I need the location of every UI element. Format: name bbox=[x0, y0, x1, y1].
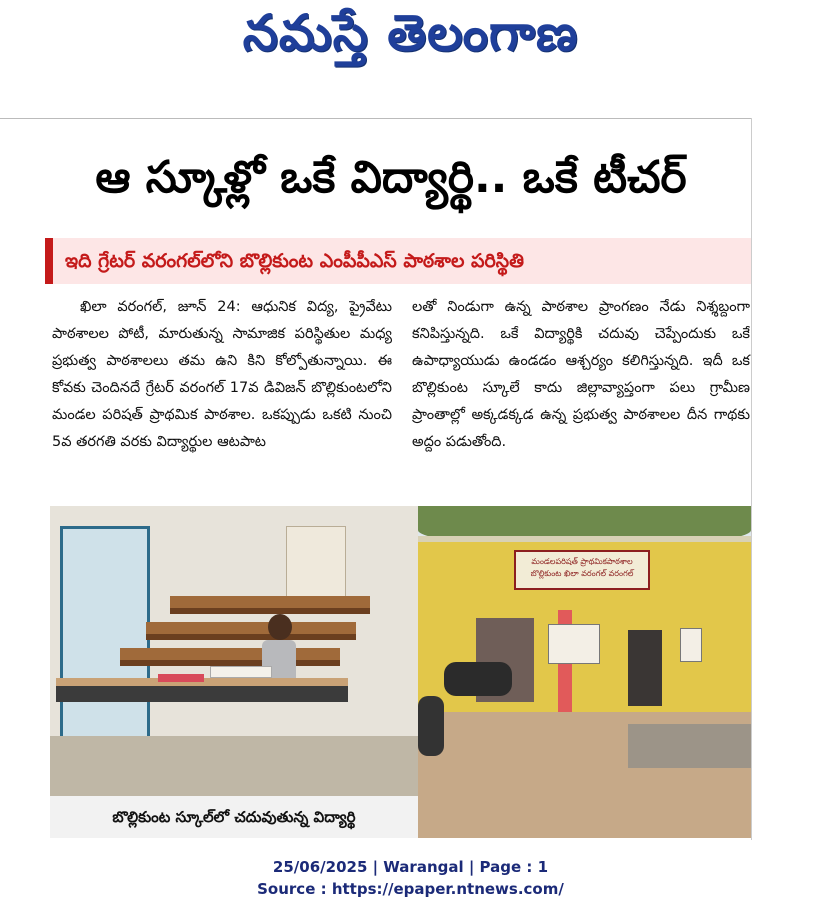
signboard-subtitle: బొల్లికుంట ఖిలా వరంగల్ వరంగల్ bbox=[530, 569, 634, 578]
bench bbox=[120, 648, 340, 666]
clip-divider bbox=[0, 118, 752, 119]
student-head bbox=[268, 614, 292, 640]
classroom-photo bbox=[50, 506, 418, 838]
motorcycle bbox=[418, 696, 444, 756]
masthead bbox=[0, 0, 821, 80]
clip-edge bbox=[751, 118, 752, 840]
photo-caption-box bbox=[50, 796, 418, 838]
article-subhead: ఇది గ్రేటర్ వరంగల్‌లోని బొల్లికుంట ఎంపీపీఎస్ పాఠశాల పరిస్థితి bbox=[65, 250, 525, 272]
steps bbox=[628, 724, 751, 768]
doorway bbox=[628, 630, 662, 706]
article-column-left bbox=[52, 294, 392, 456]
roofline bbox=[418, 536, 751, 542]
article-headline: ఆ స్కూళ్లో ఒకే విద్యార్థి.. ఒకే టీచర్ bbox=[95, 152, 687, 203]
bench bbox=[146, 622, 356, 640]
article-column-right bbox=[412, 294, 750, 456]
page-footer bbox=[0, 856, 821, 900]
article-body-right: లతో నిండుగా ఉన్న పాఠశాల ప్రాంగణం నేడు నిశ్శబ్దంగా కనిపిస్తున్నది. ఒకే విద్యార్థికి చదువు చెప్పేందుకు ఒకే ఉపాధ్యాయుడు ఉండడం ఆశ్చర్యం కలిగిస్తున్నది. ఇదీ ఒక బొల్లికుంట స్కూలే కాదు జిల్లావ్యాప్తంగా పలు గ్రామీణ ప్రాంతాల్లో అక్కడక్కడ ఉన్న ప్రభుత్వ పాఠశాలల దీన గాథకు అద్దం పడుతోంది. bbox=[412, 299, 750, 450]
signboard-title: మండలపరిషత్ ప్రాథమికపాఠశాల bbox=[531, 557, 633, 566]
bench bbox=[170, 596, 370, 614]
notice-board bbox=[680, 628, 702, 662]
footer-date-edition: 25/06/2025 | Warangal | Page : 1 bbox=[272, 858, 549, 876]
notebook bbox=[158, 674, 204, 682]
article-body-left: ఖిలా వరంగల్, జూన్ 24: ఆధునిక విద్య, ప్రైవేటు పాఠశాలల పోటీ, మారుతున్న సామాజిక పరిస్థితుల మధ్య ప్రభుత్వ పాఠశాలలు తమ ఉని కిని కోల్పోతున్నాయి. ఈ కోవకు చెందినదే గ్రేటర్ వరంగల్ 17వ డివిజన్ బొల్లికుంటలోని మండల పరిషత్ ప్రాథమిక పాఠశాల. ఒకప్పుడు ఒకటి నుంచి 5వ తరగతి వరకు విద్యార్థుల ఆటపాట bbox=[52, 299, 392, 450]
open-book bbox=[210, 666, 272, 678]
notice-board bbox=[548, 624, 600, 664]
school-signboard bbox=[514, 550, 650, 590]
wall-chart bbox=[286, 526, 346, 606]
photo-caption: బొల్లికుంట స్కూల్‌లో చదువుతున్న విద్యార్థి bbox=[112, 808, 356, 826]
motorcycle bbox=[444, 662, 512, 696]
school-building-photo bbox=[418, 506, 751, 838]
newspaper-logo: నమస్తే తెలంగాణ bbox=[242, 4, 579, 62]
footer-source: Source : https://epaper.ntnews.com/ bbox=[257, 880, 564, 898]
article-subhead-bar bbox=[45, 238, 751, 284]
